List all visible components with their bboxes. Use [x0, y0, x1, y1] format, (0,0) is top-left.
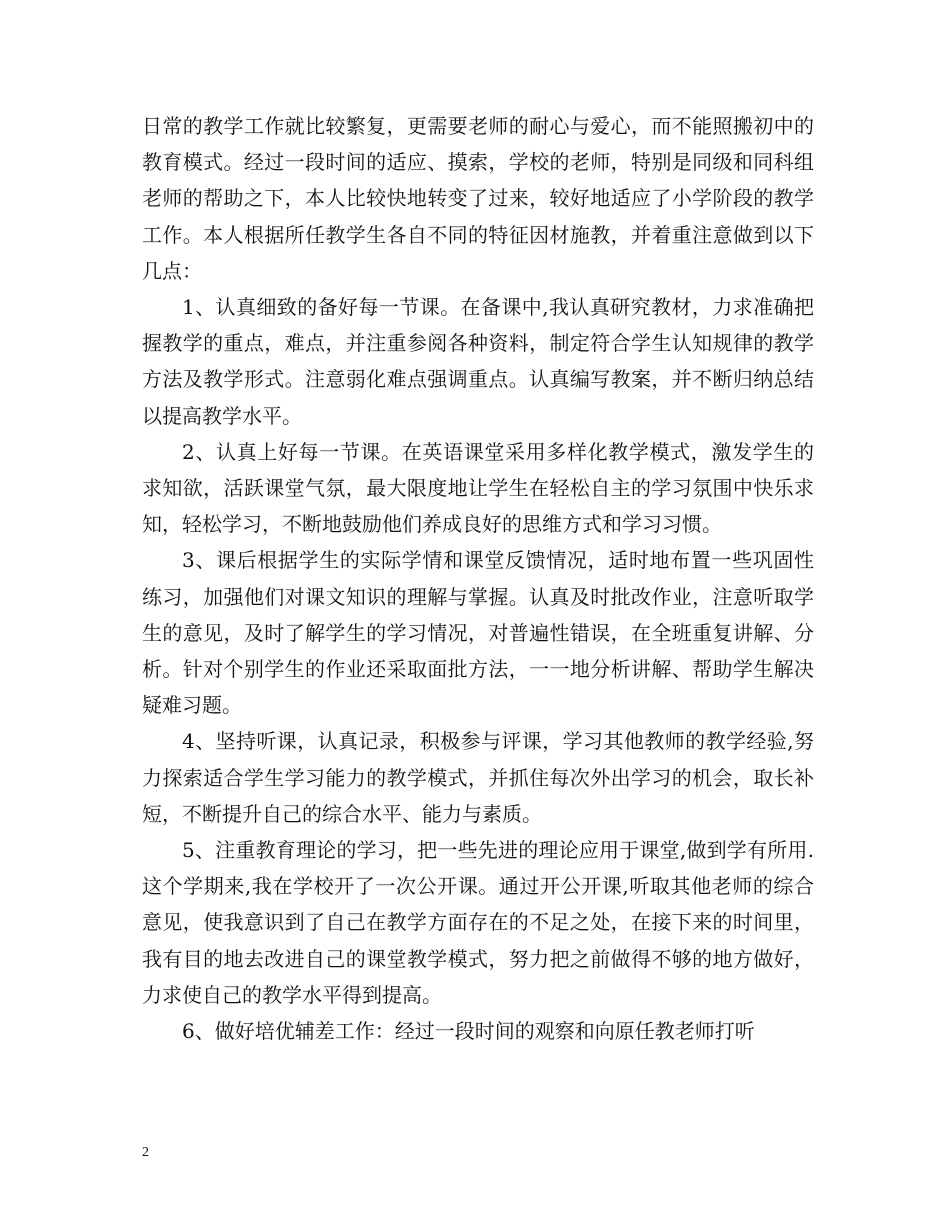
paragraph-intro: 日常的教学工作就比较繁复，更需要老师的耐心与爱心，而不能照搬初中的教育模式。经过一段时间的适应、摸索，学校的老师，特别是同级和同科组老师的帮助之下，本人比较快地转变了过来，较好地适应了小学阶段的教学工作。本人根据所任教学生各自不同的特征因材施教，并着重注意做到以下几点：: [142, 114, 814, 283]
document-body: [142, 108, 814, 1049]
paragraph-point-2: 2、认真上好每一节课。在英语课堂采用多样化教学模式，激发学生的求知欲，活跃课堂气氛，最大限度地让学生在轻松自主的学习氛围中快乐求知，轻松学习，不断地鼓励他们养成良好的思维方式和学习习惯。: [142, 439, 814, 537]
paragraph-point-5: 5、注重教育理论的学习，把一些先进的理论应用于课堂,做到学有所用.这个学期来,我在学校开了一次公开课。通过开公开课,听取其他老师的综合意见，使我意识到了自己在教学方面存在的不足之处，在接下来的时间里，我有目的地去改进自己的课堂教学模式，努力把之前做得不够的地方做好，力求使自己的教学水平得到提高。: [142, 838, 814, 1007]
page-number: 2: [142, 1145, 149, 1160]
paragraph-point-6: 6、做好培优辅差工作：经过一段时间的观察和向原任教老师打听: [182, 1019, 755, 1044]
paragraph-point-1: 1、认真细致的备好每一节课。在备课中,我认真研究教材，力求准确把握教学的重点，难点，并注重参阅各种资料，制定符合学生认知规律的教学方法及教学形式。注意弱化难点强调重点。认真编写教案，并不断归纳总结以提高教学水平。: [142, 295, 814, 428]
paragraph-point-3: 3、课后根据学生的实际学情和课堂反馈情况，适时地布置一些巩固性练习，加强他们对课文知识的理解与掌握。认真及时批改作业，注意听取学生的意见，及时了解学生的学习情况，对普遍性错误，在全班重复讲解、分析。针对个别学生的作业还采取面批方法，一一地分析讲解、帮助学生解决疑难习题。: [142, 548, 814, 718]
paragraph-point-4: 4、坚持听课，认真记录，积极参与评课，学习其他教师的教学经验,努力探索适合学生学习能力的教学模式，并抓住每次外出学习的机会，取长补短，不断提升自己的综合水平、能力与素质。: [142, 729, 814, 826]
